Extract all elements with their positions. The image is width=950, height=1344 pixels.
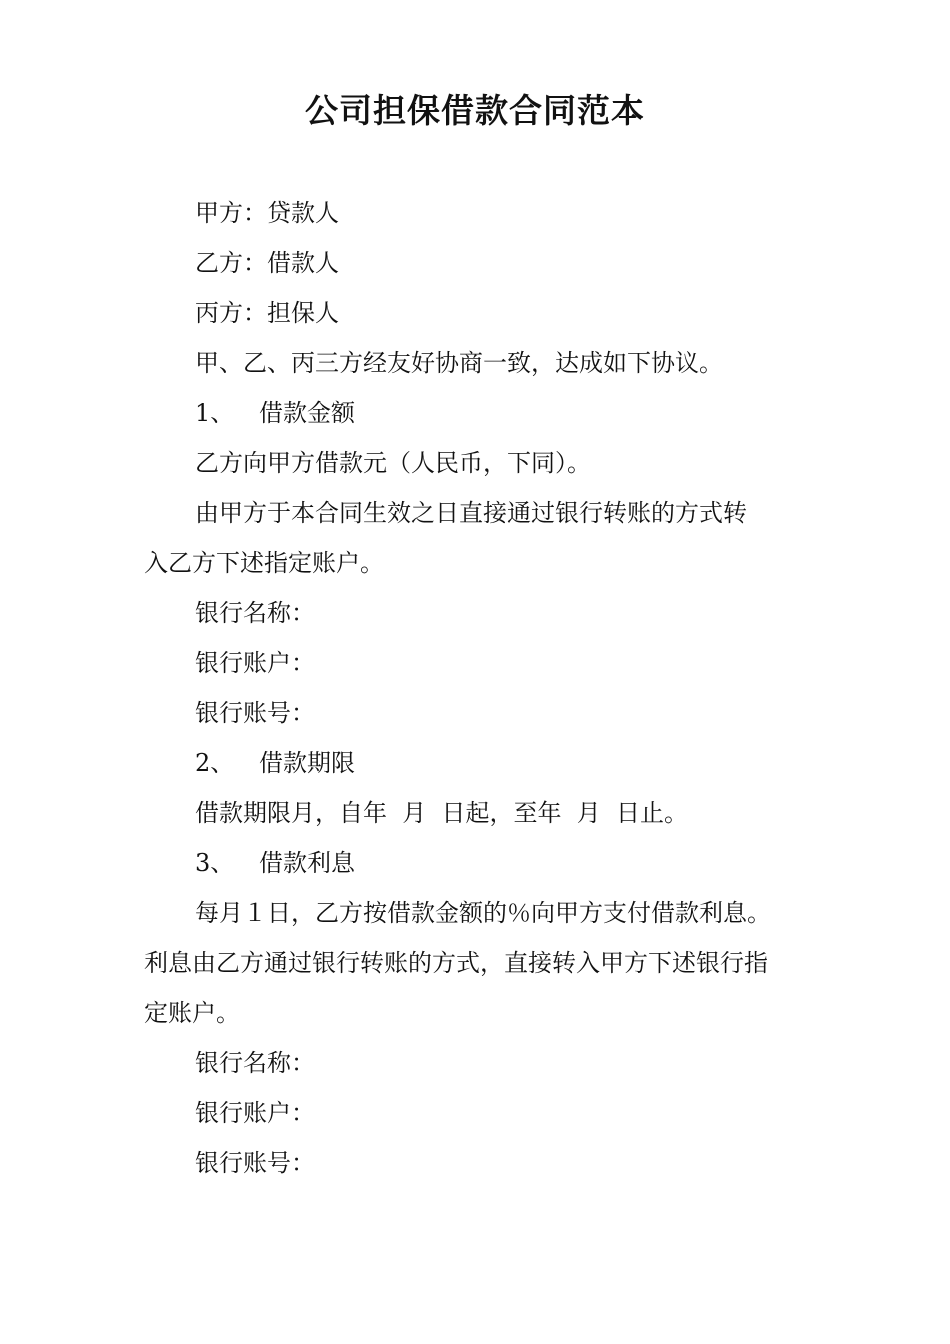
section-title: 借款金额 bbox=[259, 399, 355, 427]
paragraph-continuation: 入乙方下述指定账户。 bbox=[144, 549, 384, 577]
bank-number-line: 银行账号： bbox=[195, 699, 315, 727]
section-title: 借款利息 bbox=[259, 849, 355, 877]
bank-name-line: 银行名称： bbox=[195, 1049, 315, 1077]
document-body bbox=[144, 188, 834, 1188]
party-c-line: 丙方：担保人 bbox=[195, 299, 339, 327]
paragraph: 由甲方于本合同生效之日直接通过银行转账的方式转 bbox=[195, 499, 747, 527]
bank-name-line: 银行名称： bbox=[195, 599, 315, 627]
party-b-line: 乙方：借款人 bbox=[195, 249, 339, 277]
bank-account-line: 银行账户： bbox=[195, 649, 315, 677]
paragraph: 乙方向甲方借款元（人民币，下同）。 bbox=[195, 449, 591, 477]
section-heading-1 bbox=[144, 388, 834, 438]
bank-number-line: 银行账号： bbox=[195, 1149, 315, 1177]
paragraph-continuation: 利息由乙方通过银行转账的方式，直接转入甲方下述银行指 bbox=[144, 949, 768, 977]
bank-account-line: 银行账户： bbox=[195, 1099, 315, 1127]
paragraph: 每月１日，乙方按借款金额的％向甲方支付借款利息。 bbox=[195, 899, 771, 927]
section-number: 2、 bbox=[195, 749, 235, 777]
document-title: 公司担保借款合同范本 bbox=[305, 91, 645, 130]
section-heading-3 bbox=[144, 838, 834, 888]
party-a-line: 甲方：贷款人 bbox=[195, 199, 339, 227]
section-number: 3、 bbox=[195, 849, 235, 877]
paragraph-continuation: 定账户。 bbox=[144, 999, 240, 1027]
paragraph: 借款期限月，自年 月 日起，至年 月 日止。 bbox=[195, 799, 689, 827]
section-heading-2 bbox=[144, 738, 834, 788]
agreement-intro: 甲、乙、丙三方经友好协商一致，达成如下协议。 bbox=[195, 349, 723, 377]
section-title: 借款期限 bbox=[259, 749, 355, 777]
section-number: 1、 bbox=[195, 399, 235, 427]
